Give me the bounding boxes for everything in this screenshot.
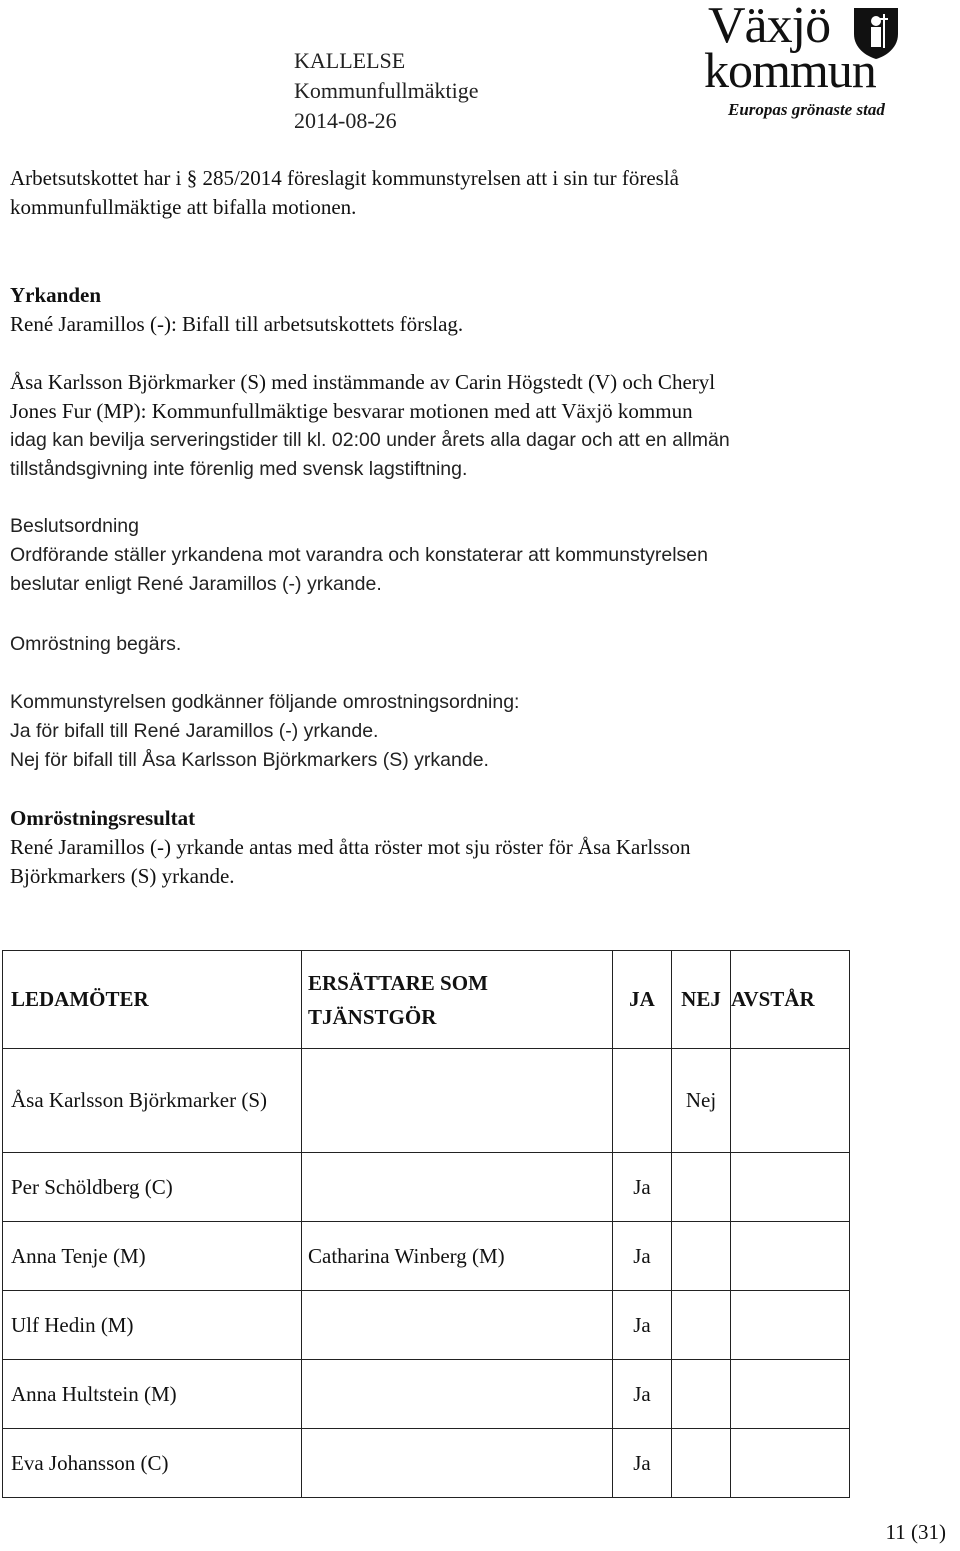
vaxjo-kommun-logo — [702, 0, 952, 125]
nej-cell — [672, 1222, 731, 1291]
ersattare-cell: Catharina Winberg (M) — [302, 1222, 613, 1291]
omrostningsordning — [10, 688, 930, 775]
ledamot-cell: Anna Hultstein (M) — [3, 1360, 302, 1429]
beslutsordning-line: Ordförande ställer yrkandena mot varandra och konstaterar att kommunstyrelsen — [10, 544, 709, 566]
omrostning-line: Omröstning begärs. — [10, 633, 182, 655]
table-row — [3, 1222, 850, 1291]
header-ersattare: ERSÄTTARE SOM TJÄNSTGÖR — [302, 951, 613, 1049]
ja-cell — [613, 1049, 672, 1153]
resultat-line: René Jaramillos (-) yrkande antas med åtta röster mot sju röster för Åsa Karlsson — [10, 835, 691, 859]
header-ledamoter: LEDAMÖTER — [3, 951, 302, 1049]
nej-cell — [672, 1291, 731, 1360]
ja-cell: Ja — [613, 1153, 672, 1222]
yrkanden-section — [10, 281, 930, 339]
header-nej: NEJ — [672, 951, 731, 1049]
logo-text-vaxjo: Växjö — [708, 0, 831, 54]
intro-paragraph — [10, 164, 930, 222]
avstar-cell — [731, 1360, 850, 1429]
nej-cell: Nej — [672, 1049, 731, 1153]
table-row — [3, 1049, 850, 1153]
ledamot-cell: Eva Johansson (C) — [3, 1429, 302, 1498]
document-date: 2014-08-26 — [294, 108, 397, 133]
table-row — [3, 1360, 850, 1429]
voting-table — [2, 950, 850, 1498]
avstar-cell — [731, 1291, 850, 1360]
yrkande-line: Åsa Karlsson Björkmarker (S) med instämmande av Carin Högstedt (V) och Cheryl — [10, 370, 716, 394]
table-row — [3, 1291, 850, 1360]
table-row — [3, 1153, 850, 1222]
ersattare-cell — [302, 1429, 613, 1498]
ersattare-cell — [302, 1360, 613, 1429]
ersattare-cell — [302, 1049, 613, 1153]
intro-line: Arbetsutskottet har i § 285/2014 föreslagit kommunstyrelsen att i sin tur föreslå — [10, 166, 679, 190]
resultat-line: Björkmarkers (S) yrkande. — [10, 864, 235, 888]
beslutsordning-line: beslutar enligt René Jaramillos (-) yrkande. — [10, 573, 382, 595]
nej-cell — [672, 1153, 731, 1222]
ledamot-cell: Ulf Hedin (M) — [3, 1291, 302, 1360]
avstar-cell — [731, 1429, 850, 1498]
table-header-row — [3, 951, 850, 1049]
ordning-line: Nej för bifall till Åsa Karlsson Björkmarkers (S) yrkande. — [10, 749, 489, 771]
nej-cell — [672, 1429, 731, 1498]
logo-slogan: Europas grönaste stad — [728, 100, 885, 119]
ersattare-cell — [302, 1291, 613, 1360]
yrkande-line: tillståndsgivning inte förenlig med svensk lagstiftning. — [10, 458, 468, 480]
omrostningsresultat-section — [10, 804, 930, 891]
ja-cell: Ja — [613, 1222, 672, 1291]
ledamot-cell: Per Schöldberg (C) — [3, 1153, 302, 1222]
yrkande-paragraph-2 — [10, 368, 930, 484]
ordning-line: Kommunstyrelsen godkänner följande omrostningsordning: — [10, 691, 520, 713]
ledamot-cell: Åsa Karlsson Björkmarker (S) — [3, 1049, 302, 1153]
header-avstar: AVSTÅR — [731, 951, 850, 1049]
page-number: 11 (31) — [885, 1520, 946, 1544]
yrkande-line: idag kan bevilja serveringstider till kl. 02:00 under årets alla dagar och att en allmän — [10, 429, 730, 451]
avstar-cell — [731, 1049, 850, 1153]
yrkande-line: Jones Fur (MP): Kommunfullmäktige besvarar motionen med att Växjö kommun — [10, 399, 693, 423]
ja-cell: Ja — [613, 1429, 672, 1498]
table-row — [3, 1429, 850, 1498]
nej-cell — [672, 1360, 731, 1429]
avstar-cell — [731, 1153, 850, 1222]
ja-cell: Ja — [613, 1291, 672, 1360]
beslutsordning-section — [10, 512, 930, 599]
yrkanden-heading: Yrkanden — [10, 283, 102, 307]
logo-text-kommun: kommun — [704, 42, 876, 98]
intro-line: kommunfullmäktige att bifalla motionen. — [10, 195, 357, 219]
ordning-line: Ja för bifall till René Jaramillos (-) yrkande. — [10, 720, 379, 742]
header-ja: JA — [613, 951, 672, 1049]
beslutsordning-heading: Beslutsordning — [10, 515, 139, 537]
omrostning-begars — [10, 630, 930, 659]
ledamot-cell: Anna Tenje (M) — [3, 1222, 302, 1291]
yrkande-line: René Jaramillos (-): Bifall till arbetsutskottets förslag. — [10, 312, 464, 336]
ersattare-cell — [302, 1153, 613, 1222]
avstar-cell — [731, 1222, 850, 1291]
document-body: Kommunfullmäktige — [294, 78, 479, 103]
document-type: KALLELSE — [294, 48, 406, 73]
ja-cell: Ja — [613, 1360, 672, 1429]
resultat-heading: Omröstningsresultat — [10, 806, 196, 830]
